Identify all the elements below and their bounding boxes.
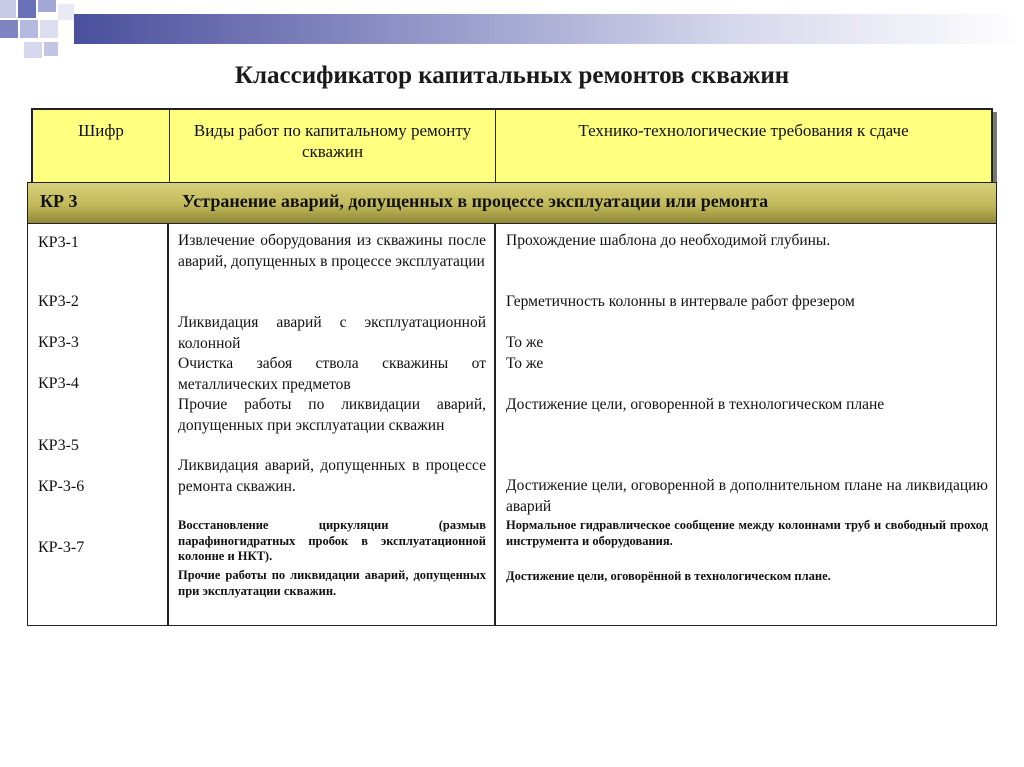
section-title: Устранение аварий, допущенных в процессе эксплуатации или ремонта — [182, 191, 769, 211]
requirement-cell: То же — [506, 334, 544, 351]
decor-square — [38, 0, 56, 12]
decor-square — [18, 0, 36, 18]
header-gradient-band — [74, 14, 1024, 44]
work-cell: Прочие работы по ликвидации аварий, допущенных при эксплуатации скважин — [178, 396, 486, 434]
decor-square — [20, 20, 38, 38]
table-header — [31, 108, 993, 190]
decor-square — [24, 42, 42, 58]
column-divider — [167, 224, 169, 625]
requirement-cell: Достижение цели, оговоренной в технологическом плане — [506, 396, 885, 413]
section-code: КР 3 — [40, 191, 78, 211]
decor-square — [40, 20, 58, 38]
page-title: Классификатор капитальных ремонтов скважин — [234, 62, 790, 89]
header-work-types: Виды работ по капитальному ремонту скважин — [170, 110, 496, 188]
work-cell: Восстановление циркуляции (размыв парафиногидратных пробок в эксплуатационной колонне и НКТ). — [178, 518, 486, 563]
decor-square — [44, 42, 58, 56]
requirement-cell: То же — [506, 355, 544, 372]
header-code: Шифр — [33, 110, 170, 188]
section-bar — [27, 182, 997, 224]
requirement-cell: Достижение цели, оговорённой в технологическом плане. — [506, 569, 831, 583]
code-cell: КР-3-6 — [38, 478, 85, 495]
decor-square — [0, 0, 16, 18]
work-cell: Очистка забоя ствола скважины от металлических предметов — [178, 355, 486, 393]
decor-square — [0, 20, 18, 38]
work-cell: Прочие работы по ликвидации аварий, допущенных при эксплуатации скважин. — [178, 568, 486, 598]
work-cell: Ликвидация аварий с эксплуатационной колонной — [178, 314, 486, 352]
work-cell: Извлечение оборудования из скважины после аварий, допущенных в процессе эксплуатации — [178, 232, 486, 270]
column-divider — [494, 224, 496, 625]
requirement-cell: Герметичность колонны в интервале работ фрезером — [506, 293, 855, 310]
code-cell: КР3-3 — [38, 334, 79, 351]
code-cell: КР3-4 — [38, 375, 79, 392]
requirement-cell: Нормальное гидравлическое сообщение между колоннами труб и свободный проход инструмента и оборудования. — [506, 518, 988, 548]
code-cell: КР3-5 — [38, 437, 79, 454]
requirement-cell: Достижение цели, оговоренной в дополнительном плане на ликвидацию аварий — [506, 477, 988, 515]
decor-square — [58, 4, 74, 20]
table-body — [27, 224, 997, 626]
code-cell: КР-3-7 — [38, 539, 85, 556]
work-cell: Ликвидация аварий, допущенных в процессе ремонта скважин. — [178, 457, 486, 495]
code-cell: КР3-2 — [38, 293, 79, 310]
requirement-cell: Прохождение шаблона до необходимой глубины. — [506, 232, 831, 249]
header-requirements: Технико-технологические требования к сдаче — [578, 121, 909, 140]
code-cell: КР3-1 — [38, 234, 79, 251]
